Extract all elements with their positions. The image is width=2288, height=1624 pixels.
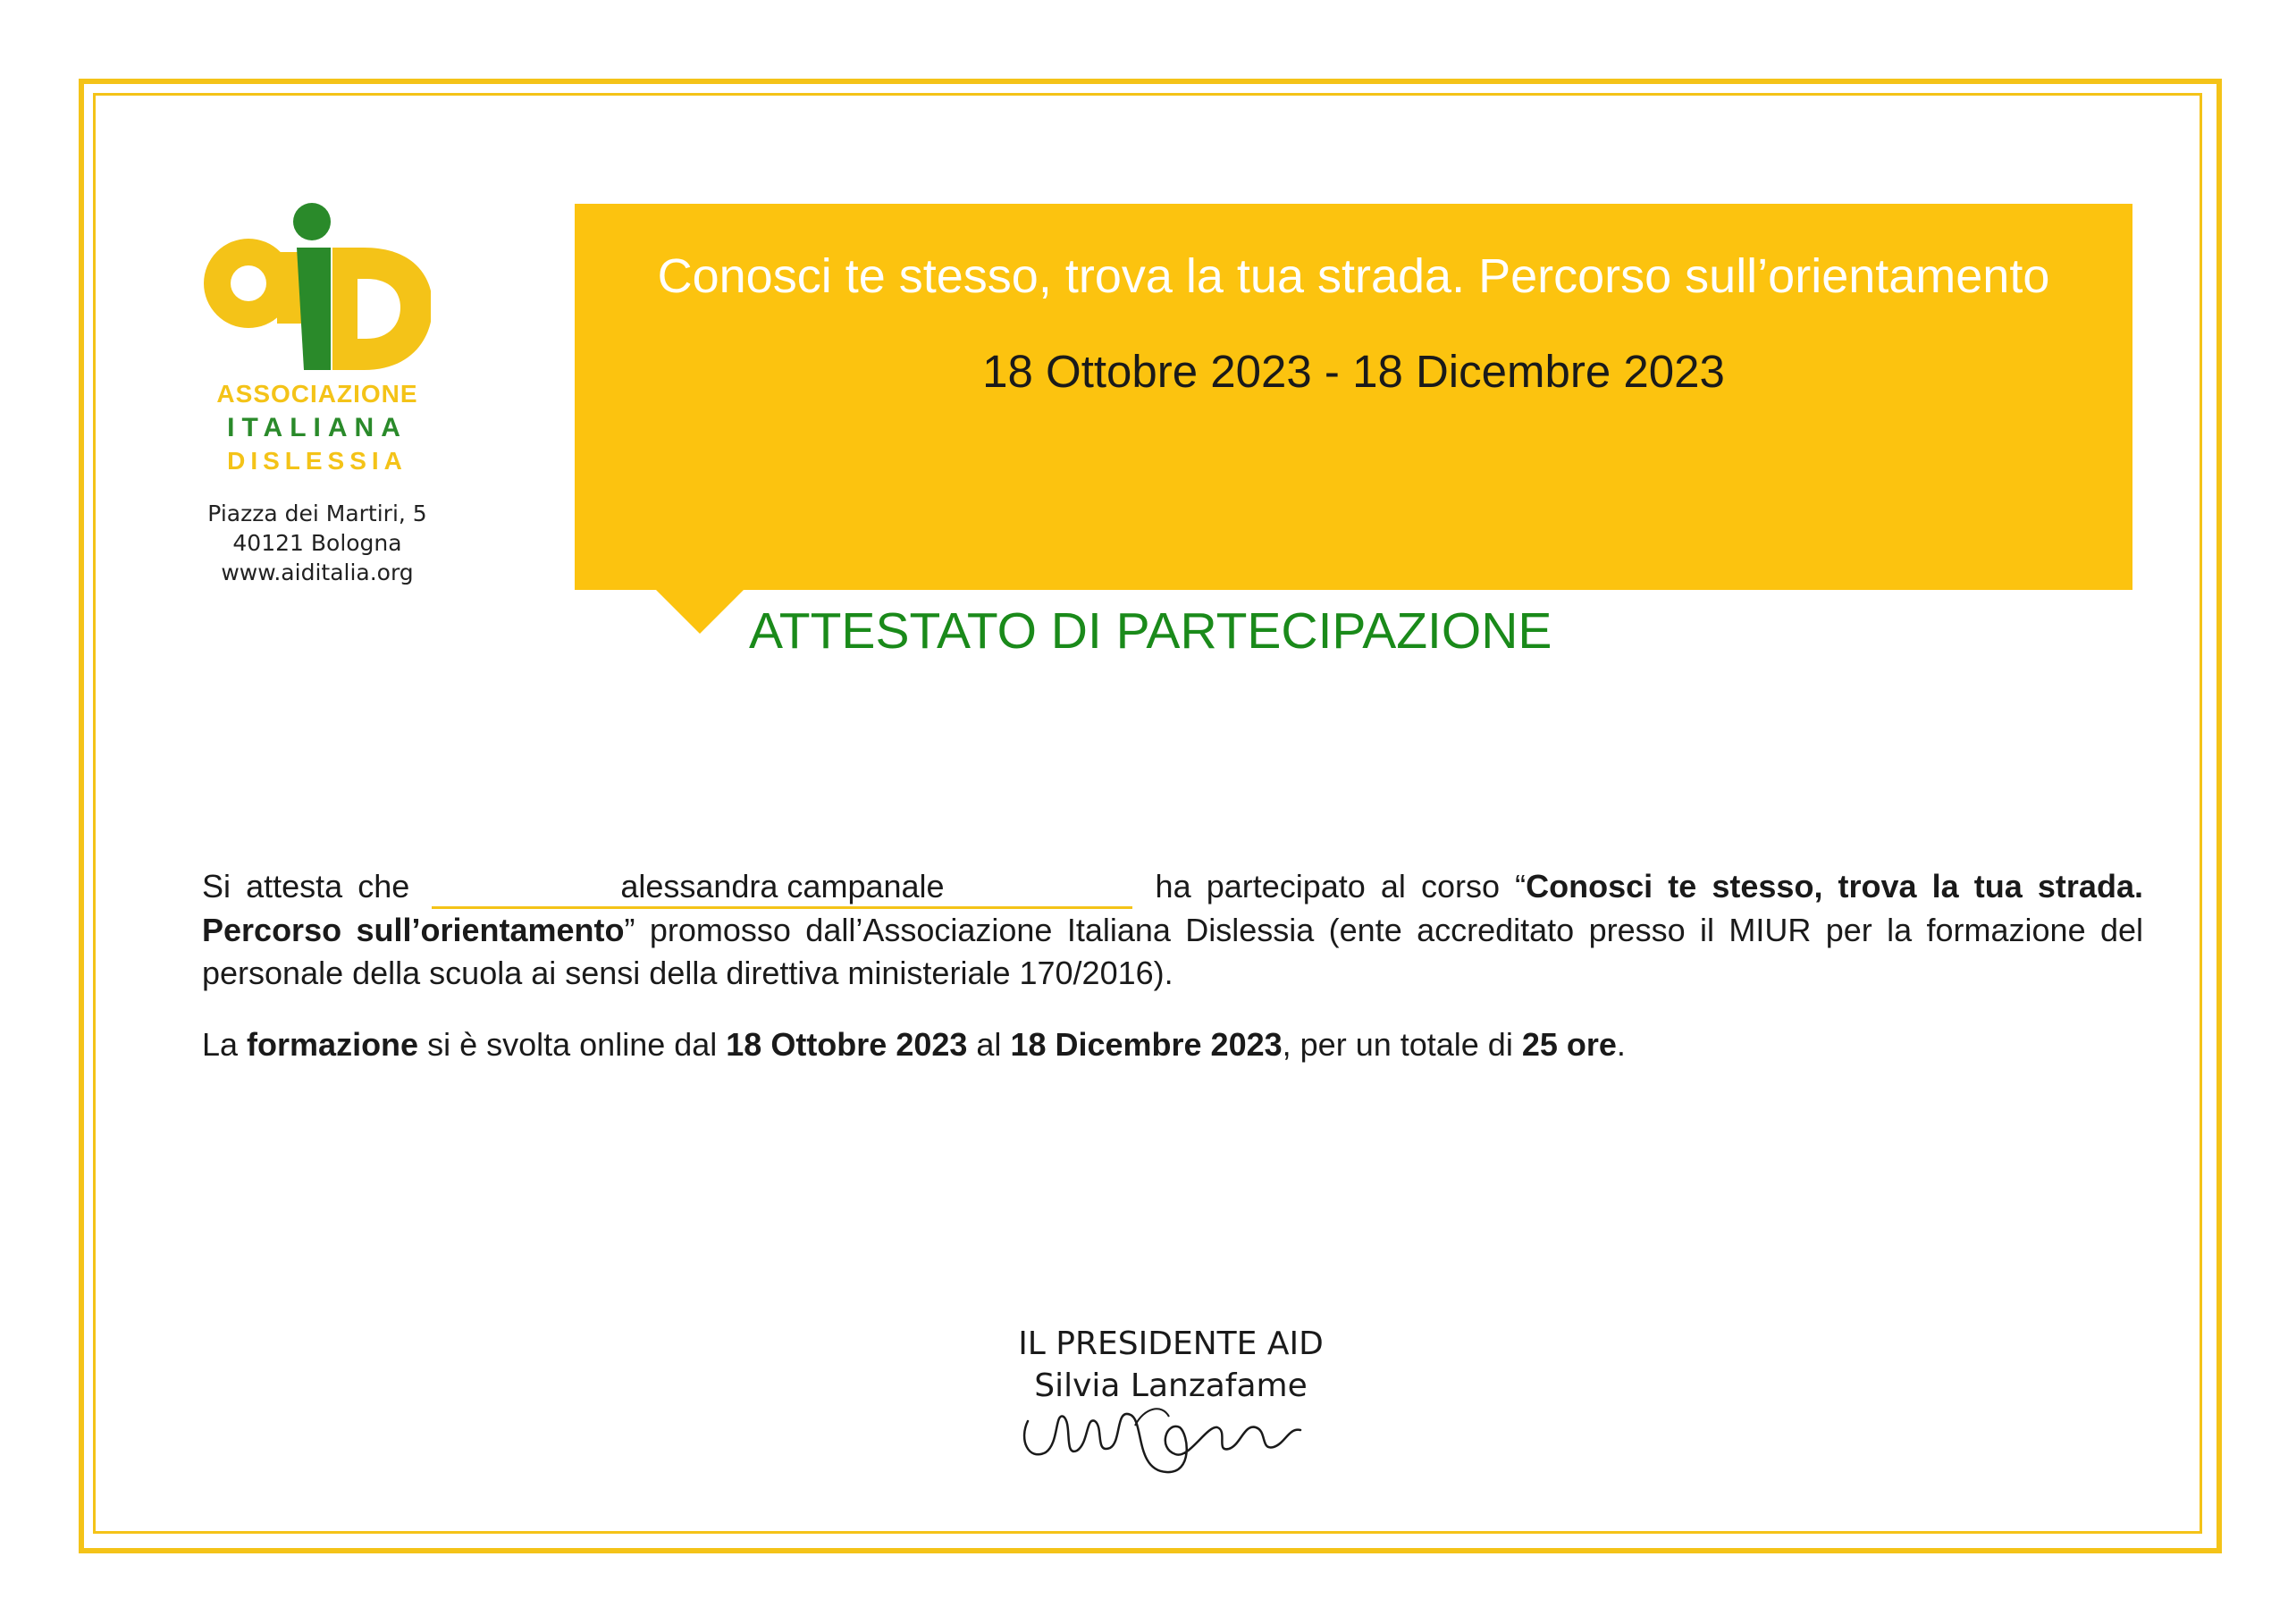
org-name-line3: DISLESSIA — [227, 447, 408, 475]
training-details-paragraph — [202, 1023, 2143, 1066]
certificate-heading: ATTESTATO DI PARTECIPAZIONE — [749, 602, 1552, 660]
participant-name: alessandra campanale — [432, 867, 1132, 909]
p2-formazione: formazione — [247, 1026, 419, 1063]
p2-start: La — [202, 1026, 248, 1063]
p2-mid1: si è svolta online dal — [418, 1026, 727, 1063]
certificate-body-paragraph — [202, 865, 2143, 995]
org-website: www.aiditalia.org — [221, 560, 414, 585]
p2-end: . — [1616, 1026, 1626, 1063]
handwritten-signature — [1010, 1372, 1332, 1479]
signatory-role: IL PRESIDENTE AID — [1018, 1325, 1324, 1362]
after-name-text: ha partecipato al corso “ — [1155, 868, 1527, 905]
org-name-line1: ASSOCIAZIONE — [216, 380, 418, 408]
p2-date-end: 18 Dicembre 2023 — [1010, 1026, 1283, 1063]
p2-hours: 25 ore — [1521, 1026, 1617, 1063]
address-street: Piazza dei Martiri, 5 — [207, 501, 427, 526]
signature-scribble-icon — [1010, 1372, 1332, 1479]
org-name-line2: ITALIANA — [227, 413, 408, 442]
p2-mid2: al — [967, 1026, 1011, 1063]
address-city: 40121 Bologna — [232, 530, 402, 556]
aid-logo-icon — [198, 198, 431, 377]
course-title: Conosci te stesso, trova la tua strada. Percorso sull’orientamento — [657, 249, 2050, 303]
aid-logo — [198, 198, 431, 377]
banner-pointer — [655, 589, 744, 634]
course-dates: 18 Ottobre 2023 - 18 Dicembre 2023 — [982, 346, 1725, 397]
p2-date-start: 18 Ottobre 2023 — [726, 1026, 968, 1063]
signatory-name: Silvia Lanzafame — [1034, 1367, 1308, 1404]
intro-text: Si attesta che — [202, 868, 410, 905]
course-name-bold: Conosci te stesso, trova la tua strada. Percorso sull’orientamento — [202, 868, 2143, 948]
p2-mid3: , per un totale di — [1282, 1026, 1522, 1063]
org-address — [161, 499, 474, 587]
after-course-text: ” promosso dall’Associazione Italiana Dislessia (ente accreditato presso il MIUR per la formazione del personale della scuola ai sensi della direttiva ministeriale 170/2016). — [202, 912, 2144, 991]
